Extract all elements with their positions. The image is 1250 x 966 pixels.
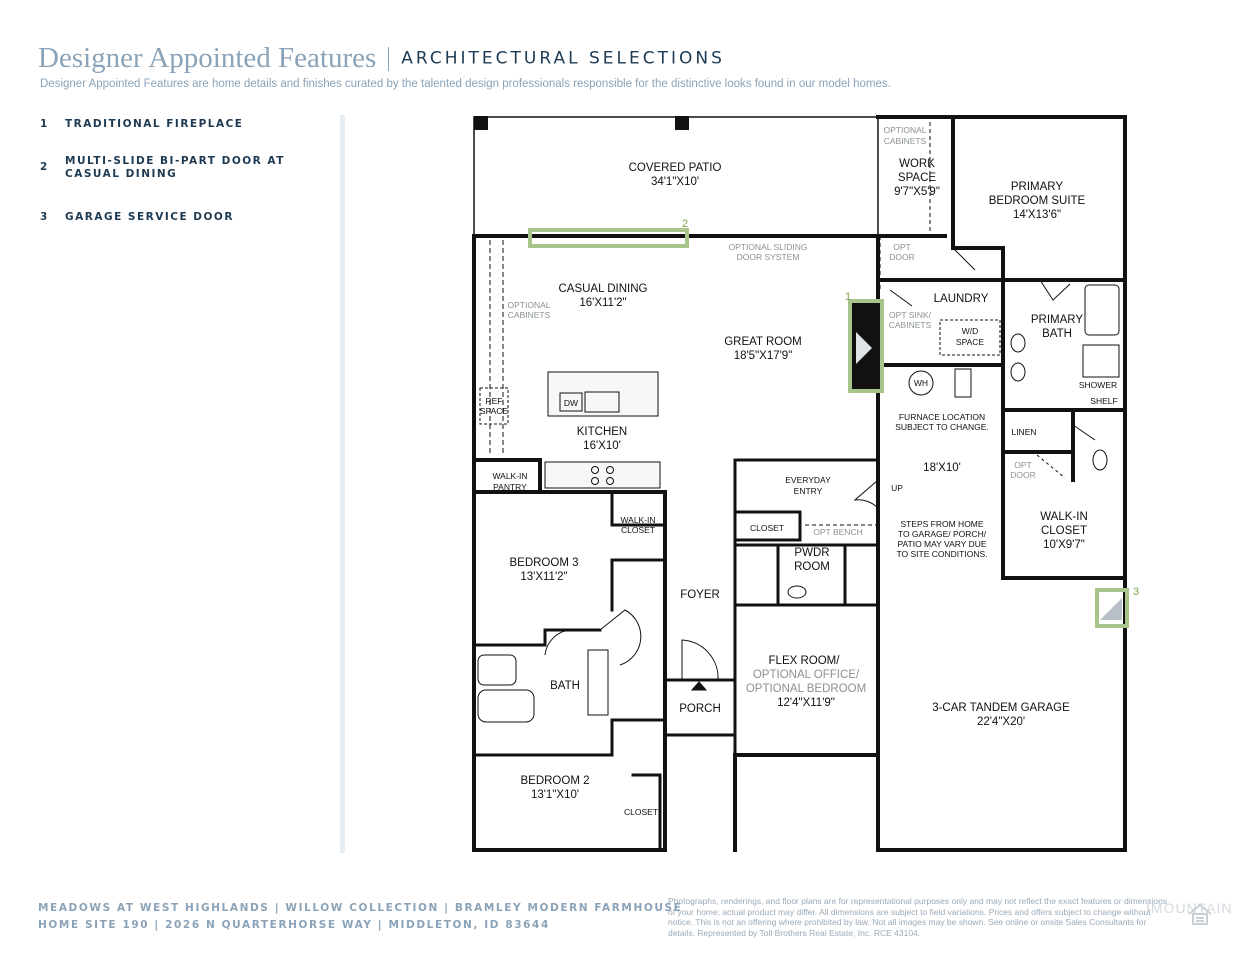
room-label-covered-patio: COVERED PATIO [628,162,722,174]
kitchen-island [548,372,658,416]
note-opt-door: DOOR [889,252,915,262]
room-dim-covered-patio: 34'1"X10' [650,176,700,188]
equal-housing-icon [1185,900,1215,930]
note-ref-space: REF [485,396,503,406]
note-wd-space: SPACE [955,337,985,347]
note-opt-door: OPT [1014,460,1032,470]
door-swing [600,610,641,665]
feature-item-1 [40,118,340,131]
note-opt-cabinets: OPTIONAL [883,125,927,135]
door-swing [545,630,570,655]
room-label-work-space: SPACE [897,172,937,184]
note-walk-in-closet: CLOSET [620,525,656,535]
room-label-porch: PORCH [679,703,721,715]
sink-icon [1011,363,1025,381]
kitchen-counter [545,462,660,488]
room-label-flex: FLEX ROOM/ [768,655,840,667]
sidebar-divider [340,115,345,853]
vanity-icon [588,650,608,715]
door-swing [1073,425,1095,440]
room-label-laundry: LAUNDRY [933,293,989,305]
room-label-work-space: WORK [899,158,935,170]
feature-label: TRADITIONAL FIREPLACE [65,118,244,130]
note-shower: SHOWER [1078,380,1118,390]
room-label-primary-bath: PRIMARY [1030,314,1084,326]
note-closet: CLOSET [623,807,659,817]
patio-post [675,116,689,130]
feature-label: GARAGE SERVICE DOOR [65,211,234,223]
toilet-icon [788,586,806,598]
door-swing [1040,280,1070,300]
room-label-kitchen: KITCHEN [576,426,628,438]
room-label-bedroom-2: BEDROOM 2 [520,775,590,787]
note-opt-bench: OPT BENCH [813,527,863,537]
optional-cabinets-line [490,240,503,455]
note-ref-space: SPACE [479,406,509,416]
note-everyday-entry: ENTRY [793,486,823,496]
note-opt-sliding: DOOR SYSTEM [736,252,800,262]
optional-door-line [1037,455,1065,478]
door-swing [855,480,878,508]
note-wh: WH [913,378,929,388]
note-furnace: FURNACE LOCATION [898,412,986,422]
callout-number: 2 [682,218,689,230]
feature-number: 2 [40,161,49,173]
note-furnace: SUBJECT TO CHANGE. [895,422,989,432]
note-steps: TO GARAGE/ PORCH/ [897,529,987,539]
feature-item-3 [40,211,340,224]
patio-post [474,116,488,130]
room-dim-garage-front: 18'X10' [923,462,961,474]
furnace-icon [955,369,971,397]
room-label-bath: BATH [550,680,580,692]
interior-wall [474,630,600,645]
room-label-bedroom-3: BEDROOM 3 [509,557,579,569]
room-label-primary-suite: BEDROOM SUITE [988,195,1086,207]
footer-disclaimer: Photographs, renderings, and floor plans are for representational purposes only and may not reflect the exact features or dimensions of your home; actual product may differ. All dimensions are subject to field variations. Prices and offers subject to change without notice. This is not an offering where prohibited by law. Not all images may be shown. See online or onsite Sales Consultants for details. Represented by Toll Brothers Real Estate, Inc. RCE 43104. [668,896,1167,938]
room-dim-casual-dining: 16'X11'2" [579,297,627,309]
room-dim-primary-suite: 14'X13'6" [1012,209,1062,221]
note-everyday-entry: EVERYDAY [785,475,831,485]
callout-number: 1 [845,291,852,303]
room-label-foyer: FOYER [680,589,720,601]
room-dim-work-space: 9'7"X5'9" [894,186,940,198]
room-label-great-room: GREAT ROOM [724,336,802,348]
page-subtitle: Designer Appointed Features are home details and finishes curated by the talented design professionals responsible for the distinctive looks found in our model homes. [40,78,891,90]
feature-number: 1 [40,118,49,130]
room-dim-walk-in-closet: 10'X9'7" [1043,539,1085,551]
feature-label [65,155,285,181]
optional-line [880,122,930,290]
note-opt-cabinets: CABINETS [883,136,927,146]
note-opt-cabinets-left: OPTIONAL [507,300,551,310]
porch-arrow-icon [692,682,706,690]
footer-line: MEADOWS AT WEST HIGHLANDS | WILLOW COLLECTION | BRAMLEY MODERN FARMHOUSE [38,902,683,914]
room-dim-kitchen: 16'X10' [583,440,621,452]
feature-item-2 [40,155,340,181]
exterior-wall [735,755,878,850]
room-dim-bedroom-3: 13'X11'2" [520,571,568,583]
note-walk-in-pantry: WALK-IN [492,471,528,481]
room-dim-flex: 12'4"X11'9" [777,697,835,709]
note-dw: DW [563,398,579,408]
note-closet: CLOSET [749,523,785,533]
room-label-powder: ROOM [794,561,830,573]
page-title: Designer Appointed Features [38,42,377,74]
room-dim-great-room: 18'5"X17'9" [733,350,793,362]
section-title: ARCHITECTURAL SELECTIONS [401,48,725,69]
title-divider [388,47,389,71]
floor-plan [355,100,1155,860]
note-shelf: SHELF [1090,396,1118,406]
room-label-walk-in-closet: WALK-IN [1040,511,1088,523]
shower-icon [1083,345,1119,377]
room-dim-bedroom-2: 13'1"X10' [530,789,580,801]
feature-label-line: CASUAL DINING [65,168,178,180]
note-linen: LINEN [1011,427,1037,437]
note-opt-door: OPT [893,242,911,252]
garage-door-swing [1100,598,1122,620]
room-label-flex: OPTIONAL OFFICE/ [752,669,860,681]
fireplace [852,303,880,389]
watermark: IMOUNTAIN [1146,900,1233,916]
note-walk-in-closet: WALK-IN [620,515,656,525]
bathtub-icon [478,690,534,722]
note-opt-sink: CABINETS [888,320,932,330]
footer-line: HOME SITE 190 | 2026 N QUARTERHORSE WAY | MIDDLETON, ID 83644 [38,919,550,931]
footer-address [38,900,682,934]
page-header [38,42,725,75]
room-label-flex: OPTIONAL BEDROOM [745,683,867,695]
room-label-walk-in-closet: CLOSET [1040,525,1088,537]
tub-icon [1085,285,1119,335]
door-swing [890,290,912,306]
room-dim-garage: 22'4"X20' [976,716,1026,728]
note-wd-space: W/D [961,326,979,336]
feature-number: 3 [40,211,49,223]
room-label-powder: PWDR [794,547,830,559]
sink-icon [478,655,516,685]
note-opt-cabinets-left: CABINETS [507,310,551,320]
feature-label-line: MULTI-SLIDE BI-PART DOOR AT [65,155,285,167]
note-opt-door: DOOR [1010,470,1036,480]
callout-number: 3 [1133,586,1140,598]
note-steps: TO SITE CONDITIONS. [896,549,988,559]
interior-wall [474,720,665,755]
room-label-primary-bath: BATH [1042,328,1072,340]
note-opt-sink: OPT SINK/ [889,310,931,320]
feature-list [40,118,340,248]
door-swing [682,640,718,680]
room-label-primary-suite: PRIMARY [1010,181,1064,193]
toilet-icon [1093,450,1107,470]
room-label-casual-dining: CASUAL DINING [558,283,648,295]
note-up: UP [891,483,903,493]
door-swing [953,248,975,270]
sink-icon [1011,334,1025,352]
note-walk-in-pantry: PANTRY [493,482,527,492]
room-label-garage: 3-CAR TANDEM GARAGE [932,702,1070,714]
note-opt-sliding: OPTIONAL SLIDING [728,242,808,252]
note-steps: STEPS FROM HOME [900,519,984,529]
note-steps: PATIO MAY VARY DUE [897,539,987,549]
